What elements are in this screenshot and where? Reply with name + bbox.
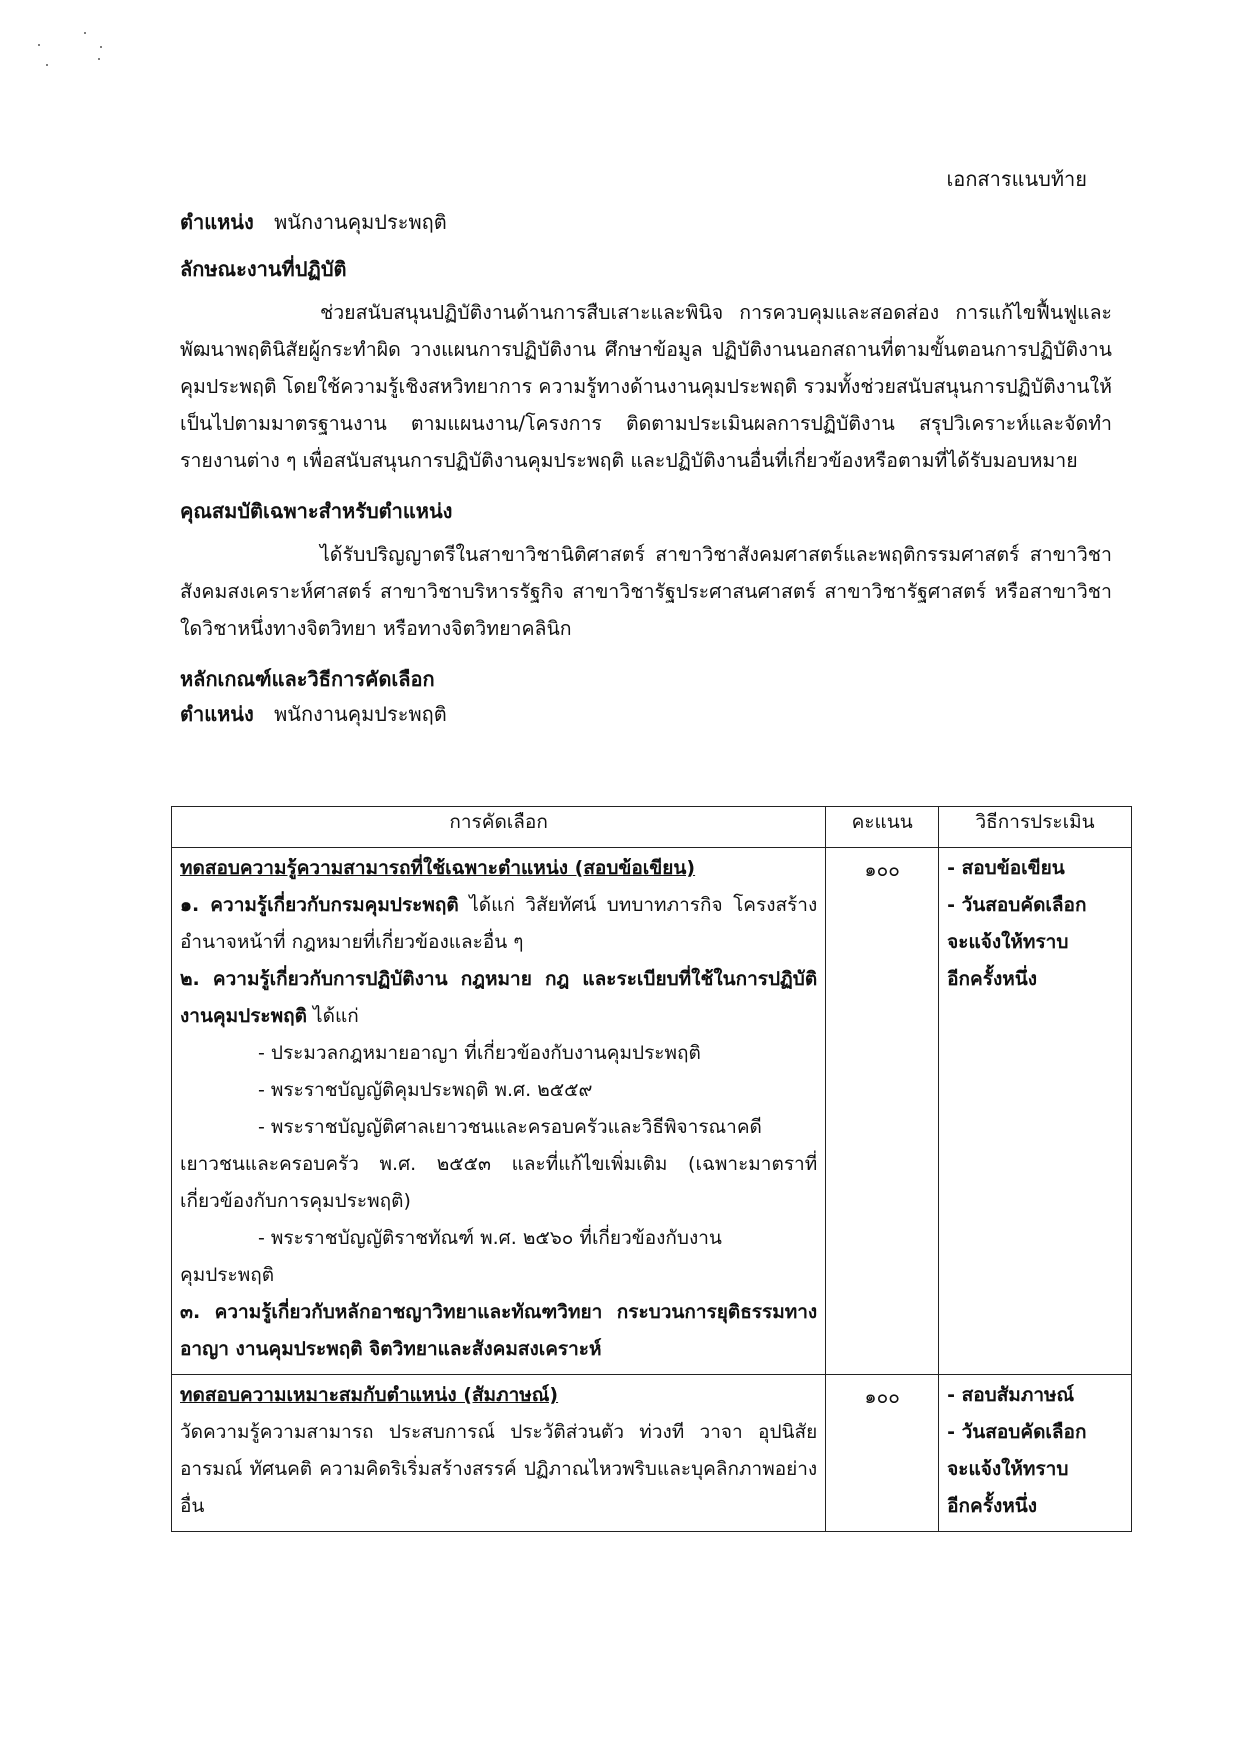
method-line: - วันสอบคัดเลือก <box>947 894 1087 916</box>
table-header-row <box>172 807 1132 848</box>
table-row <box>172 1375 1132 1532</box>
method-line: จะแจ้งให้ทราบ <box>947 1458 1069 1480</box>
law-item: - ประมวลกฎหมายอาญา ที่เกี่ยวข้องกับงานคุมประพฤติ <box>258 1042 701 1064</box>
method-line: - สอบข้อเขียน <box>947 857 1065 879</box>
document-body <box>180 208 1112 747</box>
law-item: - พระราชบัญญัติราชทัณฑ์ พ.ศ. ๒๕๖๐ ที่เกี่ยวข้องกับงาน <box>258 1227 722 1249</box>
law-item-continued: เยาวชนและครอบครัว พ.ศ. ๒๕๕๓ และที่แก้ไขเพิ่มเติม (เฉพาะมาตราที่เกี่ยวข้องกับการคุมประพฤติ) <box>180 1153 818 1212</box>
law-item: - พระราชบัญญัติคุมประพฤติ พ.ศ. ๒๕๕๙ <box>258 1079 593 1101</box>
criteria-position-line <box>180 700 1112 729</box>
method-line: - วันสอบคัดเลือก <box>947 1421 1087 1443</box>
knowledge-item-2: ๒. ความรู้เกี่ยวกับการปฏิบัติงาน กฎหมาย กฎ และระเบียบที่ใช้ในการปฏิบัติงานคุมประพฤติ ได้แก่ <box>180 968 818 1027</box>
header-selection: การคัดเลือก <box>172 807 826 848</box>
written-exam-method <box>939 848 1132 1375</box>
header-score: คะแนน <box>826 807 939 848</box>
duties-heading: ลักษณะงานที่ปฏิบัติ <box>180 257 347 281</box>
method-line: อีกครั้งหนึ่ง <box>947 1495 1038 1517</box>
method-line: อีกครั้งหนึ่ง <box>947 968 1038 990</box>
qualifications-paragraph <box>180 536 1112 647</box>
law-item: - พระราชบัญญัติศาลเยาวชนและครอบครัวและวิธีพิจารณาคดี <box>258 1116 762 1138</box>
criteria-heading: หลักเกณฑ์และวิธีการคัดเลือก <box>180 667 435 691</box>
interview-description: วัดความรู้ความสามารถ ประสบการณ์ ประวัติส่วนตัว ท่วงที วาจา อุปนิสัย อารมณ์ ทัศนคติ ความคิดริเริ่มสร้างสรรค์ ปฏิภาณไหวพริบและบุคลิกภาพอย่างอื่น <box>180 1421 818 1517</box>
interview-cell <box>172 1375 826 1532</box>
interview-title: ทดสอบความเหมาะสมกับตำแหน่ง (สัมภาษณ์) <box>180 1384 559 1406</box>
method-line: จะแจ้งให้ทราบ <box>947 931 1069 953</box>
header-method: วิธีการประเมิน <box>939 807 1132 848</box>
interview-score: ๑๐๐ <box>826 1375 939 1532</box>
method-line: - สอบสัมภาษณ์ <box>947 1384 1075 1406</box>
written-exam-score: ๑๐๐ <box>826 848 939 1375</box>
scan-speck <box>100 46 102 48</box>
position-line <box>180 208 1112 237</box>
criteria-position-value: พนักงานคุมประพฤติ <box>274 702 447 726</box>
interview-method <box>939 1375 1132 1532</box>
position-label: ตำแหน่ง <box>180 210 254 234</box>
scan-speck <box>46 64 48 66</box>
table-row <box>172 848 1132 1375</box>
knowledge-item-3: ๓. ความรู้เกี่ยวกับหลักอาชญาวิทยาและทัณฑวิทยา กระบวนการยุติธรรมทางอาญา งานคุมประพฤติ จิตวิทยาและสังคมสงเคราะห์ <box>180 1301 818 1360</box>
criteria-position-label: ตำแหน่ง <box>180 702 254 726</box>
duties-text: ช่วยสนับสนุนปฏิบัติงานด้านการสืบเสาะและพินิจ การควบคุมและสอดส่อง การแก้ไขฟื้นฟูและพัฒนาพฤตินิสัยผู้กระทำผิด วางแผนการปฏิบัติงาน ศึกษาข้อมูล ปฏิบัติงานนอกสถานที่ตามขั้นตอนการปฏิบัติงานคุมประพฤติ โดยใช้ความรู้เชิงสหวิทยาการ ความรู้ทางด้านงานคุมประพฤติ รวมทั้งช่วยสนับสนุนการปฏิบัติงานให้เป็นไปตามมาตรฐานงาน ตามแผนงาน/โครงการ ติดตามประเมินผลการปฏิบัติงาน สรุปวิเคราะห์และจัดทำรายงานต่าง ๆ เพื่อสนับสนุนการปฏิบัติงานคุมประพฤติ และปฏิบัติงานอื่นที่เกี่ยวข้องหรือตามที่ได้รับมอบหมาย <box>180 301 1112 472</box>
knowledge-item-1: ๑. ความรู้เกี่ยวกับกรมคุมประพฤติ ได้แก่ วิสัยทัศน์ บทบาทภารกิจ โครงสร้าง อำนาจหน้าที่ กฎหมายที่เกี่ยวข้องและอื่น ๆ <box>180 894 818 953</box>
qualifications-heading: คุณสมบัติเฉพาะสำหรับตำแหน่ง <box>180 499 453 523</box>
annex-label: เอกสารแนบท้าย <box>946 167 1087 191</box>
duties-paragraph <box>180 294 1112 479</box>
scan-speck <box>84 32 86 34</box>
position-value: พนักงานคุมประพฤติ <box>274 210 447 234</box>
written-exam-title: ทดสอบความรู้ความสามารถที่ใช้เฉพาะตำแหน่ง (สอบข้อเขียน) <box>180 857 696 879</box>
criteria-table <box>171 806 1132 1532</box>
qualifications-text: ได้รับปริญญาตรีในสาขาวิชานิติศาสตร์ สาขาวิชาสังคมศาสตร์และพฤติกรรมศาสตร์ สาขาวิชาสังคมสงเคราะห์ศาสตร์ สาขาวิชาบริหารรัฐกิจ สาขาวิชารัฐประศาสนศาสตร์ สาขาวิชารัฐศาสตร์ หรือสาขาวิชาใดวิชาหนึ่งทางจิตวิทยา หรือทางจิตวิทยาคลินิก <box>180 543 1112 640</box>
scan-speck <box>38 44 40 46</box>
law-item-continued: คุมประพฤติ <box>180 1264 275 1286</box>
scan-speck <box>98 58 100 60</box>
written-exam-cell <box>172 848 826 1375</box>
